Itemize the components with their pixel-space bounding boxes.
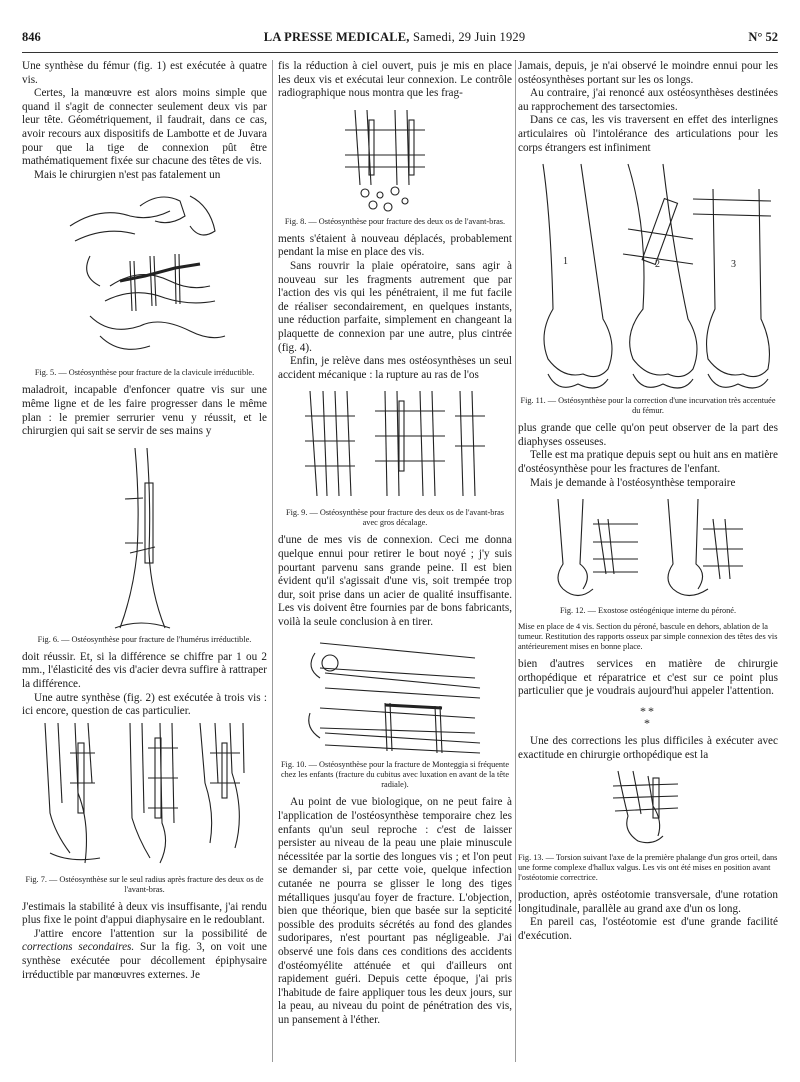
- section-break: [518, 705, 778, 729]
- paragraph: Au point de vue biologique, on ne peut faire à l'application de l'ostéosynthèse temporaire chez les enfants qu'un seul reproche : c'est de laisser persister au niveau de la peau une plaie minuscule nécessitée par la sortie des longues vis ; et l'on peut se demander si, par cette voie, quelque infection cutanée ne pourra se glisser le long des tiges métalliques jusqu'au foyer de fracture. L'objection, bien que théorique, bien que basée sur la septicité possible des produits sécrétés au fond des glandes sudoripares, n'est pourtant pas négligeable. J'ai observé une fois dans ces conditions des accidents d'ostéomyélite atténuée et qui d'ailleurs ont rapidement guéri. Depuis cette époque, j'ai pris l'habitude de faire appliquer tous les deux jours, sur la peau, au niveau du point de pénétration des vis, un pansement à l'éther.: [278, 796, 512, 1026]
- hallux-valgus-torsion-drawing: [593, 766, 703, 851]
- paragraph: J'estimais la stabilité à deux vis insuffisante, j'ai rendu plus fixe le point d'appui diaphysaire en le redoublant.: [22, 900, 267, 927]
- figure-6: [22, 443, 267, 645]
- figure-caption: Fig. 6. — Ostéosynthèse pour fracture de l'humérus irréductible.: [37, 634, 252, 644]
- figure-caption: Fig. 11. — Ostéosynthèse pour la correction d'une incurvation très accentuée du fémur.: [520, 396, 776, 416]
- figure-caption: Fig. 7. — Ostéosynthèse sur le seul radius après fracture des deux os de l'avant-bras.: [25, 874, 264, 894]
- paragraph: bien d'autres services en matière de chirurgie orthopédique et réparatrice et c'est sur ce point plus particulier que je voudrais aujourd'hui appeler l'attention.: [518, 658, 778, 698]
- column-separator: [272, 60, 273, 1062]
- figure-12: [518, 494, 778, 652]
- figure-label: 2: [655, 259, 660, 271]
- paragraph: Enfin, je relève dans mes ostéosynthèses un seul accident mécanique : la rupture au ras de l'os: [278, 355, 512, 381]
- page-number: 846: [22, 30, 41, 44]
- paragraph: Telle est ma pratique depuis sept ou huit ans en matière d'ostéosynthèse pour les fractures de l'enfant.: [518, 449, 778, 475]
- paragraph: production, après ostéotomie transversale, d'une rotation longitudinale, parallèle au grand axe d'un os long.: [518, 889, 778, 915]
- journal-name: LA PRESSE MEDICALE,: [263, 30, 410, 44]
- clavicle-osteosynthesis-drawing: [50, 186, 240, 366]
- issue-date: Samedi, 29 Juin 1929: [412, 30, 526, 44]
- paragraph: J'attire encore l'attention sur la possibilité de corrections secondaires. Sur la fig. 3, on voit une synthèse exécutée pour décollement épiphysaire irréductible par manœuvres externes. Je: [22, 927, 267, 981]
- forearm-offset-osteosynthesis-drawing: [295, 386, 495, 506]
- column-2: [278, 60, 512, 1068]
- paragraph: ments s'étaient à nouveau déplacés, probablement pendant la mise en place des vis.: [278, 232, 512, 259]
- paragraph: Dans ce cas, les vis traversent en effet des interlignes articulaires où l'intolérance des articulations pour les corps étrangers est infiniment: [518, 114, 778, 154]
- figure-caption: Fig. 13. — Torsion suivant l'axe de la première phalange d'un gros orteil, dans une forme complexe d'hallux valgus. Les vis ont été mises en position avant l'ostéotomie correctrice.: [518, 853, 778, 883]
- paragraph: plus grande que celle qu'on peut observer de la part des diaphyses osseuses.: [518, 422, 778, 448]
- monteggia-osteosynthesis-drawing: [295, 633, 495, 758]
- figure-label: 3: [731, 259, 736, 271]
- forearm-osteosynthesis-drawing: [325, 105, 465, 215]
- asterism: **: [640, 703, 656, 718]
- header-rule: [22, 52, 778, 53]
- figure-caption: Fig. 10. — Ostéosynthèse pour la fracture de Monteggia si fréquente chez les enfants (fracture du cubitus avec luxation en avant de la tête radiale).: [280, 760, 510, 790]
- figure-9: [278, 386, 512, 528]
- radius-osteosynthesis-drawing: [30, 723, 260, 873]
- figure-7: [22, 723, 267, 895]
- figure-11: [518, 159, 778, 416]
- page-header: [22, 30, 778, 48]
- paragraph: Une des corrections les plus difficiles à exécuter avec exactitude en chirurgie orthopédique est la: [518, 734, 778, 761]
- paragraph: Certes, la manœuvre est alors moins simple que quand il s'agit de connecter seulement deux vis par leur tête. Géométriquement, il faudrait, dans ce cas, avoir recours aux dispositifs de Lambotte et de Juvara pour que la tige de connexion pût être mathématiquement fixée sur chacune des têtes de vis.: [22, 87, 267, 168]
- paragraph: Mais je demande à l'ostéosynthèse temporaire: [530, 476, 736, 489]
- figure-8: [278, 105, 512, 227]
- column-3: [518, 60, 778, 1068]
- figure-label: 1: [563, 256, 568, 268]
- figure-note: Mise en place de 4 vis. Section du péroné, bascule en dehors, ablation de la tumeur. Restitution des rapports osseux par simple connexion des têtes des vis antérieurement mises en bonne place.: [518, 622, 778, 652]
- figure-caption: Fig. 9. — Ostéosynthèse pour fracture des deux os de l'avant-bras avec gros décalage.: [285, 508, 505, 528]
- paragraph: maladroit, incapable d'enfoncer quatre vis sur une même ligne et de les faire progresser dans le même plan : le premier serrurier venu y réussit, et le chirurgien qui sait se servir de ses mains y: [22, 384, 267, 438]
- column-separator: [515, 60, 516, 1062]
- paragraph: fis la réduction à ciel ouvert, puis je mis en place les deux vis et exécutai leur connexion. Le contrôle radiographique nous montra que les frag-: [278, 60, 512, 100]
- figure-caption: Fig. 12. — Exostose ostéogénique interne du péroné.: [559, 606, 737, 616]
- paragraph: En pareil cas, l'ostéotomie est d'une grande facilité d'exécution.: [518, 916, 778, 942]
- figure-10: [278, 633, 512, 790]
- figure-caption: Fig. 8. — Ostéosynthèse pour fracture des deux os de l'avant-bras.: [284, 216, 506, 226]
- paragraph: Une synthèse du fémur (fig. 1) est exécutée à quatre vis.: [22, 60, 267, 86]
- asterism: *: [644, 715, 652, 730]
- figure-caption: Fig. 5. — Ostéosynthèse pour fracture de la clavicule irréductible.: [34, 368, 255, 378]
- paragraph: Au contraire, j'ai renoncé aux ostéosynthèses destinées au rapprochement des tarsectomies.: [518, 87, 778, 113]
- paragraph: doit réussir. Et, si la différence se chiffre par 1 ou 2 mm., l'élasticité des vis d'acier devra suffire à rattraper la différence.: [22, 650, 267, 690]
- figure-13: [518, 766, 778, 883]
- issue-number: N° 52: [748, 30, 778, 44]
- column-1: [22, 60, 267, 1068]
- paragraph: Une autre synthèse (fig. 2) est exécutée à trois vis : ici encore, question de cas particulier.: [22, 691, 267, 718]
- paragraph: Jamais, depuis, je n'ai observé le moindre ennui pour les ostéosynthèses portant sur les os longs.: [518, 60, 778, 86]
- running-title: [264, 30, 526, 48]
- humerus-osteosynthesis-drawing: [85, 443, 205, 633]
- paragraph: d'une de mes vis de connexion. Ceci me donna quelque ennui pour retirer le bout noyé ; j'y suis pourtant parvenu sans grande peine. Il est bien évident qu'il s'agissait d'une vis, soit trempée trop dur, soit prise dans un acier de qualité insuffisante. Les vis doivent être fournies par de bons fabricants, voilà la seule conclusion à en tirer.: [278, 534, 512, 628]
- figure-5: [22, 186, 267, 378]
- fibula-exostosis-drawing: [538, 494, 758, 604]
- paragraph: Sans rouvrir la plaie opératoire, sans agir à nouveau sur les fragments autrement que par l'action des vis qui les pénétraient, il me fut facile de réaliser secondairement, en quelques instants, une réduction parfaite, simplement en changeant la plaquette de connexion par une autre, plus cintrée (fig. 4).: [278, 259, 512, 354]
- paragraph: Mais le chirurgien n'est pas fatalement un: [34, 168, 221, 181]
- femur-correction-drawing: [523, 159, 773, 394]
